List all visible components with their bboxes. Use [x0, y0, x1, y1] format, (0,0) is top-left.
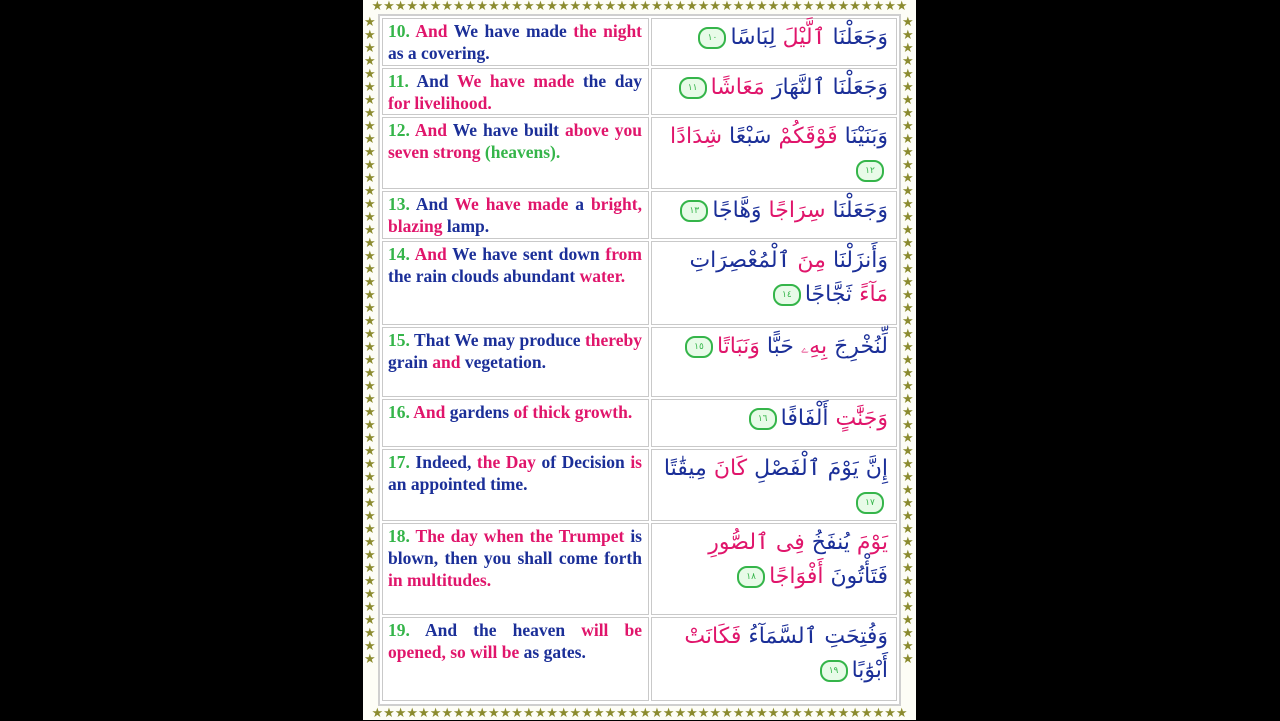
translation-segment: bright, blazing	[388, 194, 642, 236]
translation-segment: the day	[582, 71, 642, 91]
arabic-word: ثَجَّاجًا	[804, 282, 853, 307]
arabic-word: مَعَاشًا	[710, 75, 765, 100]
translation-segment: vegetation.	[464, 352, 547, 372]
verse-translation	[382, 191, 649, 239]
translation-segment: an appointed time.	[388, 474, 528, 494]
verse-row	[382, 399, 897, 447]
arabic-word: ٱلْمُعْصِرَاتِ	[689, 248, 791, 273]
verse-row	[382, 523, 897, 615]
translation-segment: And	[414, 120, 453, 140]
verse-translation	[382, 68, 649, 115]
verse-arabic	[651, 523, 897, 615]
arabic-word: وَبَنَيْنَا	[837, 124, 888, 149]
star-border-bottom: ★★★★★★★★★★★★★★★★★★★★★★★★★★★★★★★★★★★★★★★★★★★★★★	[371, 706, 908, 721]
translation-segment: as gates.	[523, 642, 586, 662]
translation-segment: That We may produce	[414, 330, 585, 350]
verse-arabic	[651, 617, 897, 701]
arabic-word: وَهَّاجًا	[712, 198, 762, 223]
translation-segment: And	[413, 402, 450, 422]
verse-row	[382, 18, 897, 66]
arabic-word: وَفُتِحَتِ	[817, 624, 888, 649]
arabic-word: لِّنُخْرِجَ	[827, 334, 888, 359]
verse-number-medallion-icon: ١٠	[698, 27, 726, 49]
verse-row	[382, 117, 897, 189]
arabic-word: ٱلَّيْلَ	[775, 25, 826, 50]
arabic-word: إِنَّ	[858, 456, 888, 481]
arabic-word: وَجَعَلْنَا	[825, 198, 888, 223]
translation-segment: 12.	[388, 120, 415, 140]
verse-arabic	[651, 399, 897, 447]
arabic-word: سَبْعًا	[722, 124, 772, 149]
verse-number-medallion-icon: ١٧	[856, 492, 884, 514]
arabic-word: أَلْفَافًا	[780, 406, 829, 431]
verse-arabic	[651, 449, 897, 521]
translation-segment: And	[415, 194, 455, 214]
translation-segment: We have sent down	[452, 244, 606, 264]
translation-segment: 17.	[388, 452, 416, 472]
translation-segment: 10.	[388, 21, 416, 41]
translation-segment: lamp.	[446, 216, 490, 236]
translation-segment: And	[415, 21, 454, 41]
star-border-left: ★★★★★★★★★★★★★★★★★★★★★★★★★★★★★★★★★★★★★★★★★★★★★★★★★★	[364, 15, 376, 667]
arabic-word: ٱلْفَصْلِ	[747, 456, 821, 481]
translation-segment: And the heaven	[425, 620, 582, 640]
quran-page	[363, 0, 916, 720]
verse-row	[382, 327, 897, 397]
verse-row	[382, 68, 897, 115]
translation-segment: We have made	[454, 194, 576, 214]
verse-translation	[382, 18, 649, 66]
verse-translation	[382, 449, 649, 521]
arabic-word: وَجَنَّٰتٍ	[828, 406, 888, 431]
translation-segment: 15.	[388, 330, 415, 350]
translation-segment: from	[605, 244, 642, 264]
arabic-word: وَجَعَلْنَا	[825, 75, 888, 100]
verse-translation	[382, 327, 649, 397]
verse-number-medallion-icon: ١٤	[773, 284, 801, 306]
verse-number-medallion-icon: ١١	[679, 77, 707, 99]
translation-segment: a	[575, 194, 591, 214]
star-border-top: ★★★★★★★★★★★★★★★★★★★★★★★★★★★★★★★★★★★★★★★★★★★★★★	[371, 0, 908, 14]
arabic-word: مِنَ	[790, 248, 826, 273]
verse-translation	[382, 241, 649, 325]
verse-row	[382, 191, 897, 239]
arabic-word: أَبْوَٰبًا	[851, 658, 888, 683]
translation-segment: 14.	[388, 244, 415, 264]
translation-segment: the Day	[476, 452, 542, 472]
translation-segment: 11.	[388, 71, 417, 91]
translation-segment: will be opened, so will be	[388, 620, 642, 662]
arabic-word: وَأَنزَلْنَا	[825, 248, 888, 273]
verse-row	[382, 617, 897, 701]
verse-translation	[382, 523, 649, 615]
translation-segment: And	[416, 71, 457, 91]
verse-table-frame	[378, 14, 901, 706]
translation-segment: We have made	[453, 21, 574, 41]
arabic-word: بِهِۦ	[793, 334, 828, 359]
translation-segment: gardens	[449, 402, 514, 422]
translation-segment: 16.	[388, 402, 414, 422]
translation-segment: And	[414, 244, 453, 264]
verse-arabic	[651, 68, 897, 115]
translation-segment: as a covering.	[388, 43, 490, 63]
translation-segment: is	[630, 452, 642, 472]
translation-segment: of Decision	[541, 452, 631, 472]
arabic-word: فَتَأْتُونَ	[823, 564, 888, 589]
translation-segment: water.	[579, 266, 626, 286]
arabic-word: لِبَاسًا	[730, 25, 776, 50]
verse-number-medallion-icon: ١٢	[856, 160, 884, 182]
arabic-word: أَفْوَاجًا	[769, 564, 824, 589]
translation-segment: 19.	[388, 620, 425, 640]
verse-number-medallion-icon: ١٦	[749, 408, 777, 430]
arabic-word: فَكَانَتْ	[684, 624, 742, 649]
arabic-word: ٱلنَّهَارَ	[764, 75, 826, 100]
verse-arabic	[651, 241, 897, 325]
arabic-word: مِيقَٰتًا	[663, 456, 707, 481]
verse-translation	[382, 617, 649, 701]
arabic-word: وَنَبَاتًا	[716, 334, 760, 359]
verse-number-medallion-icon: ١٨	[737, 566, 765, 588]
verse-number-medallion-icon: ١٩	[820, 660, 848, 682]
translation-segment: We have made	[456, 71, 583, 91]
verse-arabic	[651, 191, 897, 239]
translation-segment: of thick growth.	[513, 402, 633, 422]
verse-arabic	[651, 18, 897, 66]
arabic-word: وَجَعَلْنَا	[825, 25, 888, 50]
translation-segment: Indeed,	[415, 452, 477, 472]
translation-segment: and	[432, 352, 465, 372]
translation-segment: is blown, then you shall come forth	[388, 526, 642, 568]
arabic-word: يُنفَخُ	[804, 530, 850, 555]
arabic-word: ٱلسَّمَآءُ	[741, 624, 818, 649]
verse-arabic	[651, 117, 897, 189]
translation-segment: thereby	[584, 330, 642, 350]
arabic-word: ٱلصُّورِ	[708, 530, 769, 555]
arabic-word: فِى	[768, 530, 805, 555]
arabic-word: كَانَ	[706, 456, 748, 481]
translation-segment: (heavens).	[484, 142, 561, 162]
translation-segment: the night	[573, 21, 642, 41]
verse-arabic	[651, 327, 897, 397]
arabic-word: يَوْمَ	[820, 456, 859, 481]
arabic-word: حَبًّا	[759, 334, 794, 359]
verse-row	[382, 241, 897, 325]
verse-number-medallion-icon: ١٣	[680, 200, 708, 222]
verse-translation	[382, 399, 649, 447]
translation-segment: grain	[388, 352, 433, 372]
translation-segment: for livelihood.	[388, 93, 492, 113]
translation-segment: the rain clouds abundant	[388, 266, 580, 286]
translation-segment: The day when the Trumpet	[415, 526, 631, 546]
arabic-word: شِدَادًا	[670, 124, 723, 149]
translation-segment: above you seven strong	[388, 120, 642, 162]
arabic-word: فَوْقَكُمْ	[771, 124, 838, 149]
verse-translation	[382, 117, 649, 189]
arabic-word: يَوْمَ	[849, 530, 888, 555]
verse-number-medallion-icon: ١٥	[685, 336, 713, 358]
translation-segment: We have built	[452, 120, 566, 140]
star-border-right: ★★★★★★★★★★★★★★★★★★★★★★★★★★★★★★★★★★★★★★★★★★★★★★★★★★	[902, 15, 914, 667]
translation-segment: in multitudes.	[388, 570, 492, 590]
verse-row	[382, 449, 897, 521]
verse-table	[380, 16, 899, 703]
arabic-word: سِرَاجًا	[761, 198, 826, 223]
translation-segment: 18.	[388, 526, 416, 546]
arabic-word: مَآءً	[852, 282, 888, 307]
translation-segment: 13.	[388, 194, 416, 214]
